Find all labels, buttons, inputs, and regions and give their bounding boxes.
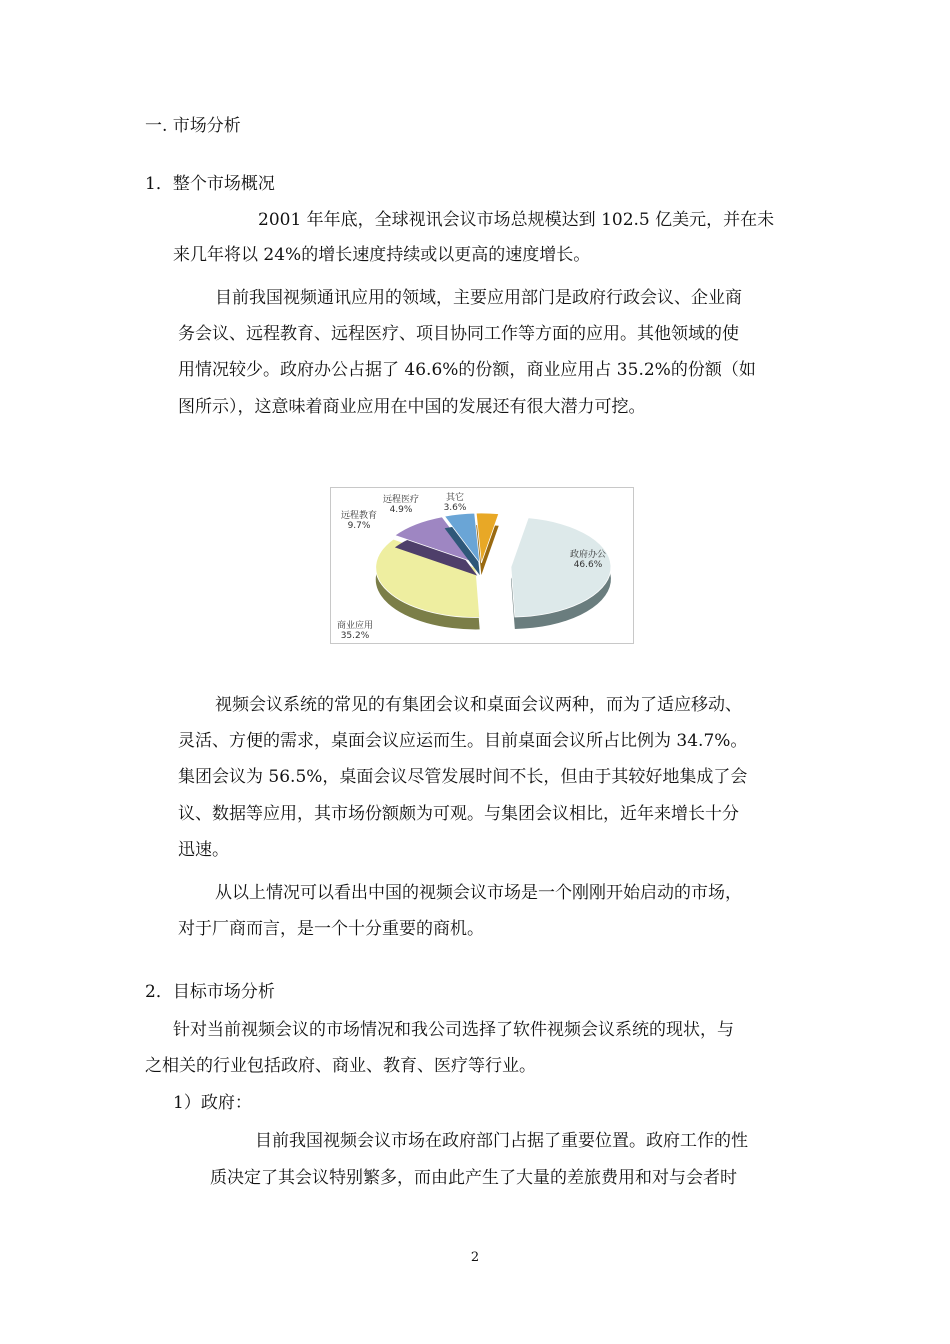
body-line: 图所示），这意味着商业应用在中国的发展还有很大潜力可挖。 <box>178 397 646 417</box>
pie-value-label: 35.2% <box>340 631 370 641</box>
body-line: 质决定了其会议特别繁多，而由此产生了大量的差旅费用和对与会者时 <box>210 1168 737 1188</box>
body-line: 目前我国视频通讯应用的领域，主要应用部门是政府行政会议、企业商 <box>215 288 742 308</box>
page-number: 2 <box>470 1250 480 1265</box>
body-line: 来几年将以 24%的增长速度持续或以更高的速度增长。 <box>173 245 591 265</box>
subsection-heading-target: 2．目标市场分析 <box>145 982 275 1002</box>
pie-value-label: 4.9% <box>389 505 413 515</box>
pie-chart-figure <box>330 487 634 644</box>
body-line: 议、数据等应用，其市场份额颇为可观。与集团会议相比，近年来增长十分 <box>178 804 739 824</box>
pie-value-label: 3.6% <box>443 503 467 513</box>
body-line: 之相关的行业包括政府、商业、教育、医疗等行业。 <box>145 1056 536 1076</box>
section-heading: 一. 市场分析 <box>145 116 241 136</box>
body-line: 务会议、远程教育、远程医疗、项目协同工作等方面的应用。其他领域的使 <box>178 324 739 344</box>
body-line: 集团会议为 56.5%，桌面会议尽管发展时间不长，但由于其较好地集成了会 <box>178 767 748 787</box>
pie-category-label: 远程教育 <box>340 511 378 521</box>
body-line: 灵活、方便的需求，桌面会议应运而生。目前桌面会议所占比例为 34.7%。 <box>178 731 748 751</box>
list-item-government: 1）政府： <box>173 1093 252 1113</box>
body-line: 针对当前视频会议的市场情况和我公司选择了软件视频会议系统的现状，与 <box>173 1020 734 1040</box>
body-line: 用情况较少。政府办公占据了 46.6%的份额，商业应用占 35.2%的份额（如 <box>178 360 756 380</box>
body-line: 视频会议系统的常见的有集团会议和桌面会议两种，而为了适应移动、 <box>215 695 742 715</box>
pie-category-label: 远程医疗 <box>382 495 420 505</box>
pie-value-label: 46.6% <box>573 560 603 570</box>
pie-chart <box>331 488 633 643</box>
body-line: 对于厂商而言，是一个十分重要的商机。 <box>178 919 484 939</box>
pie-category-label: 政府办公 <box>569 550 607 560</box>
pie-value-label: 9.7% <box>347 521 371 531</box>
body-line: 2001 年年底，全球视讯会议市场总规模达到 102.5 亿美元，并在未 <box>258 210 775 230</box>
body-line: 迅速。 <box>178 840 229 860</box>
pie-category-label: 其它 <box>445 493 465 503</box>
body-line: 目前我国视频会议市场在政府部门占据了重要位置。政府工作的性 <box>255 1131 748 1151</box>
pie-category-label: 商业应用 <box>336 621 374 631</box>
body-line: 从以上情况可以看出中国的视频会议市场是一个刚刚开始启动的市场， <box>215 883 742 903</box>
subsection-heading-overview: 1．整个市场概况 <box>145 174 275 194</box>
